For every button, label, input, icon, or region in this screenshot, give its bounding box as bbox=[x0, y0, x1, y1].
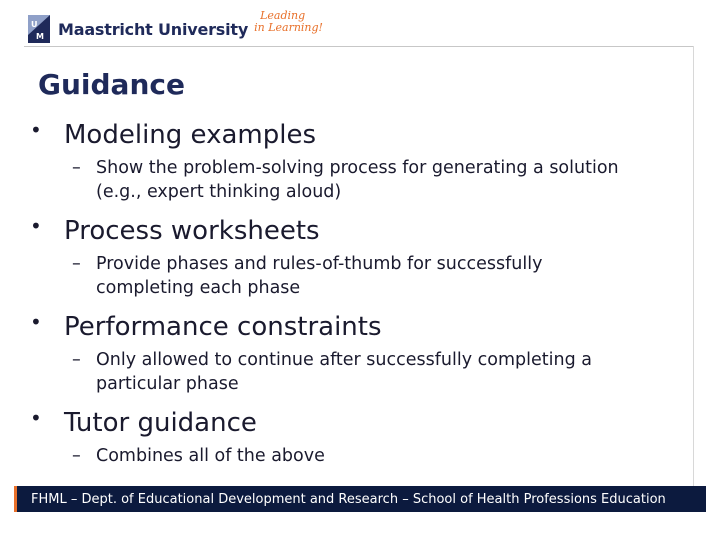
sub-bullet-line: Only allowed to continue after successfully completing a bbox=[96, 350, 592, 370]
bullet-dot-icon: • bbox=[30, 310, 42, 334]
slide-title: Guidance bbox=[38, 68, 185, 101]
slide-content bbox=[30, 118, 700, 478]
bullet-text: Modeling examples bbox=[64, 120, 316, 150]
logo-tagline bbox=[254, 9, 326, 43]
header-divider bbox=[24, 46, 693, 47]
sub-bullet-line: Provide phases and rules-of-thumb for successfully bbox=[96, 254, 543, 274]
bullet-text: Performance constraints bbox=[64, 312, 382, 342]
sub-bullet-line: Show the problem-solving process for generating a solution bbox=[96, 158, 619, 178]
dash-icon: – bbox=[72, 350, 81, 370]
sub-bullet bbox=[30, 156, 700, 204]
bullet-dot-icon: • bbox=[30, 214, 42, 238]
footer-text: FHML – Dept. of Educational Development and Research – School of Health Professions Education bbox=[31, 491, 666, 507]
sub-bullet-line: (e.g., expert thinking aloud) bbox=[96, 182, 342, 202]
bullet-item bbox=[30, 310, 700, 344]
dash-icon: – bbox=[72, 446, 81, 466]
bullet-dot-icon: • bbox=[30, 118, 42, 142]
footer-bar bbox=[14, 486, 706, 512]
bullet-dot-icon: • bbox=[30, 406, 42, 430]
sub-bullet bbox=[30, 252, 700, 300]
sub-bullet-line: Combines all of the above bbox=[96, 446, 325, 466]
bullet-text: Tutor guidance bbox=[64, 408, 257, 438]
tagline-line1: Leading bbox=[260, 9, 306, 22]
um-logo-icon bbox=[28, 15, 50, 43]
dash-icon: – bbox=[72, 254, 81, 274]
bullet-text: Process worksheets bbox=[64, 216, 320, 246]
bullet-item bbox=[30, 214, 700, 248]
sub-bullet-line: particular phase bbox=[96, 374, 239, 394]
svg-text:U: U bbox=[31, 20, 38, 29]
svg-text:M: M bbox=[36, 32, 44, 41]
university-logo bbox=[28, 9, 326, 46]
bullet-item bbox=[30, 406, 700, 440]
sub-bullet bbox=[30, 348, 700, 396]
sub-bullet bbox=[30, 444, 700, 468]
bullet-item bbox=[30, 118, 700, 152]
logo-name: Maastricht University bbox=[58, 19, 249, 39]
tagline-line2: in Learning! bbox=[254, 21, 323, 34]
footer-accent bbox=[14, 486, 17, 512]
sub-bullet-line: completing each phase bbox=[96, 278, 301, 298]
dash-icon: – bbox=[72, 158, 81, 178]
